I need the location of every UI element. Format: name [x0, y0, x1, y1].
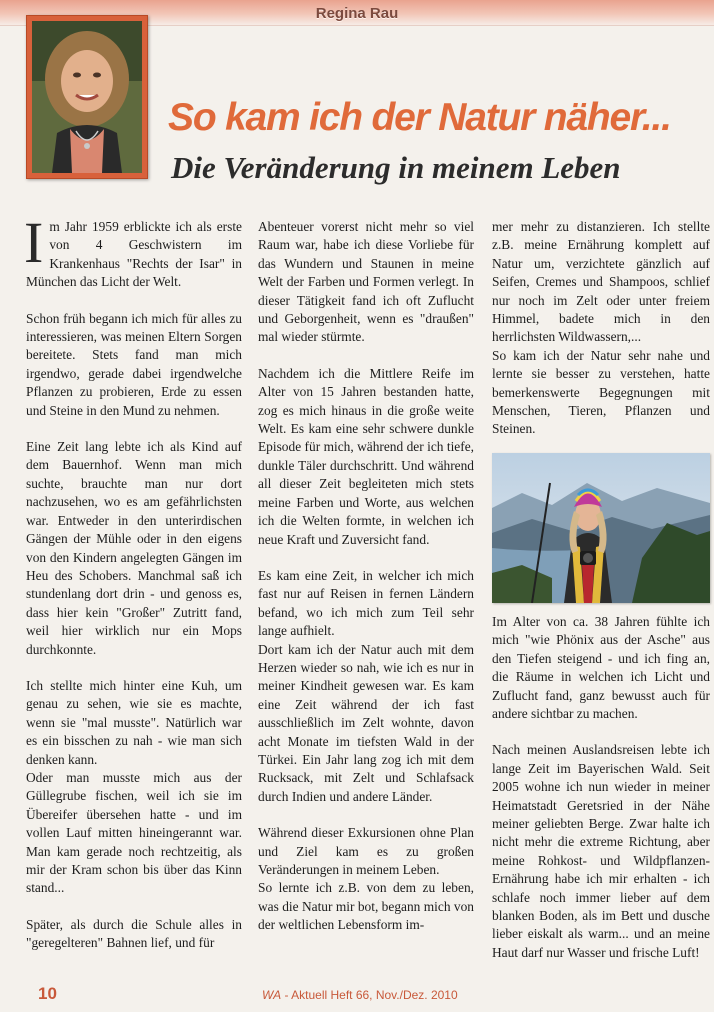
text-column-2 — [258, 218, 474, 935]
author-name: Regina Rau — [315, 5, 399, 22]
paragraph: Oder man musste mich aus der Güllegrube fischen, weil ich sie im Übereifer übersehen hatte - und im vollen Lauf mitten hineingerannt war. Man kam gerade noch rechtzeitig, als mir der Kram schon bis über das Kinn stand... — [26, 769, 242, 896]
paragraph: Im Jahr 1959 erblickte ich als erste von 4 Geschwistern im Krankenhaus "Rechts der Isar" in München das Licht der Welt. — [24, 210, 242, 290]
text-column-1 — [24, 210, 242, 953]
magazine-info — [262, 988, 458, 1002]
paragraph: So lernte ich z.B. von dem zu leben, was die Natur mir bot, begann mich von der weltlichen Lebensform im- — [258, 880, 474, 933]
portrait-image — [32, 21, 142, 173]
paragraph: Später, als durch die Schule alles in "geregelteren" Bahnen lief, und für — [26, 916, 242, 951]
mountain-photo — [492, 453, 710, 603]
page-number: 10 — [38, 984, 57, 1003]
article-subtitle: Die Veränderung in meinem Leben — [171, 150, 621, 185]
paragraph: Nachdem ich die Mittlere Reife im Alter von 15 Jahren bestanden hatte, zog es mich hinaus in die große weite Welt. Es kam eine sehr schwere dunkle Episode für mich, während der ich tiefe, dunkle Täler durchschritt. Und während all dieser Zeit begleiteten mich stets meine Farben und Worte, aus welchen ich die Welten formte, in welchen ich neue Kraft und Zuversicht fand. — [258, 365, 474, 547]
paragraph: Nach meinen Auslandsreisen lebte ich lange Zeit im Bayerischen Wald. Seit 2005 wohne ich nun wieder in meiner Heimatstadt Geretsried in der Nähe meiner geliebten Berge. Zwar halte ich nicht mehr die extreme Richtung, aber meine Rohkost- und Wildpflanzen-Ernährung habe ich mir erhalten - ich schlafe noch immer lieber auf dem blanken Boden, als im Bett und dusche lieber eiskalt als warm... und an meine Haut darf nur Wasser und frische Luft! — [492, 742, 710, 960]
paragraph: Abenteuer vorerst nicht mehr so viel Raum war, habe ich diese Vorliebe für das Wundern und Staunen in meine Welt der Farben und Formen verlegt. In dieser Tätigkeit fand ich oft Zuflucht und Geborgenheit, wenn es "draußen" mal wieder stürmte. — [258, 219, 474, 345]
paragraph: Ich stellte mich hinter eine Kuh, um genau zu sehen, wie sie es machte, wenn sie "mal musste". Natürlich war es ein bisschen zu nah - wie man sich denken kann. — [26, 677, 242, 767]
paragraph: Es kam eine Zeit, in welcher ich mich fast nur auf Reisen in fernen Ländern befand, wo ich mich zum Teil sehr lange aufhielt. — [258, 567, 474, 639]
drop-cap: I — [24, 210, 44, 275]
paragraph: So kam ich der Natur sehr nahe und lernte sie besser zu verstehen, hatte bemerkenswerte Begegnungen mit Menschen, Tieren, Pflanzen und Steinen. — [492, 347, 710, 437]
magazine-issue: - Aktuell Heft 66, Nov./Dez. 2010 — [281, 988, 458, 1002]
text-column-3 — [492, 218, 710, 962]
author-portrait — [26, 15, 148, 179]
paragraph: Schon früh begann ich mich für alles zu interessieren, was meinen Eltern Sorgen bereitete. Stets fand man mich irgendwo, gerade dabei irgendwelche Pflanzen zu probieren, Erde zu essen und Steine in den Mund zu nehmen. — [26, 310, 242, 418]
article-title: So kam ich der Natur näher... — [168, 96, 671, 139]
paragraph: Eine Zeit lang lebte ich als Kind auf dem Bauernhof. Wenn man mich suchte, brauchte man nur dort nachzusehen, wo es am gefährlichsten war. Entweder in den unterirdischen Gängen der Mühle oder in den eigens von den Kindern angelegten Gängen im Heu des Schobers. Manchmal saß ich stundenlang dort drin - und genoss es, dass hier kein "Großer" Zutritt fand, weil hier wirklich nur ein Mops durchkonnte. — [26, 439, 242, 657]
paragraph: Während dieser Exkursionen ohne Plan und Ziel kam es zu großen Veränderungen in meinem Leben. — [258, 825, 474, 877]
magazine-name: WA — [262, 988, 282, 1002]
paragraph: Dort kam ich der Natur auch mit dem Herzen wieder so nah, wie ich es nur in meiner Kindheit gewesen war. Es kam eine Zeit während der ich fast ausschließlich im Zelt wohnte, davon acht Monate im tiefsten Wald in der Türkei. Ein Jahr lang zog ich mit dem Rucksack, mit Zelt und Schlafsack durch Indien und andere Länder. — [258, 641, 474, 804]
mountain-photo-image — [492, 453, 710, 603]
paragraph: mer mehr zu distanzieren. Ich stellte z.B. meine Ernährung komplett auf Natur um, verzichtete gänzlich auf Seifen, Cremes und Shampoos, schlief nur noch im Zelt oder unter freiem Himmel, badete mich in den herrlichsten Wildwassern,... — [492, 219, 710, 345]
paragraph: Im Alter von ca. 38 Jahren fühlte ich mich "wie Phönix aus der Asche" aus den Tiefen steigend - und ich fing an, die Räume in welchen ich Licht und Zuflucht fand, ganz bewusst auch für andere sichtbar zu machen. — [492, 613, 710, 721]
